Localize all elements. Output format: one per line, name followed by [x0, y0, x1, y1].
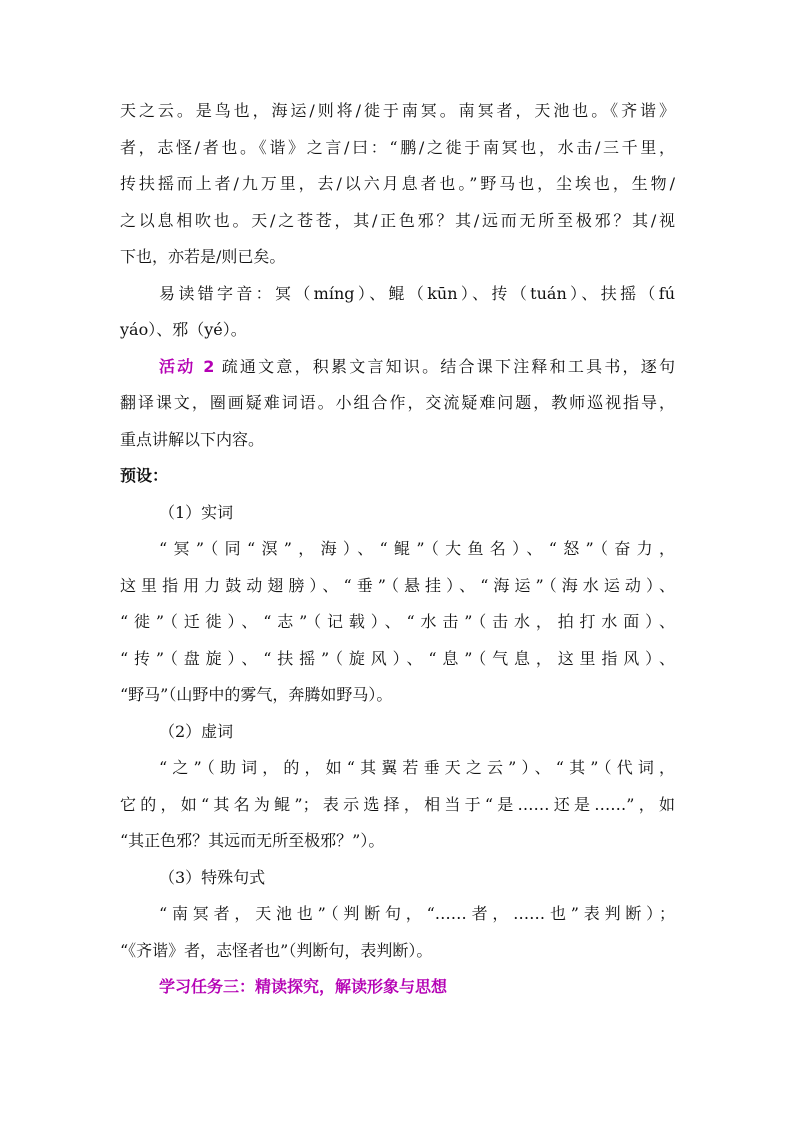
pronunciation-line: yáo）、邪（yé）。 — [120, 320, 247, 339]
special-sentences-section — [120, 860, 675, 970]
section-line: “野马”（山野中的雾气，奔腾如野马）。 — [120, 685, 393, 704]
passage-line: 天之云。是鸟也，海运/则将/徙于南冥。南冥者，天池也。《齐谐》 — [120, 101, 675, 120]
section-line: “南冥者，天池也”（判断句，“……者，……也”表判断）； — [159, 904, 675, 923]
task-3-title: 学习任务三：精读探究，解读形象与思想 — [159, 977, 448, 996]
function-words-section — [120, 714, 675, 860]
passage-line: 者，志怪/者也。《谐》之言/曰：“鹏/之徙于南冥也，水击/三千里， — [120, 137, 675, 157]
activity-text: 疏通文意，积累文言知识。结合课下注释和工具书，逐句 — [221, 356, 675, 376]
passage-line: 抟扶摇而上者/九万里，去/以六月息者也。”野马也，尘埃也，生物/ — [120, 174, 675, 193]
activity-line: 重点讲解以下内容。 — [120, 429, 265, 449]
section-line: “徙”（迁徙）、“志”（记载）、“水击”（击水，拍打水面）、 — [120, 612, 675, 631]
section-line: 它的，如“其名为鲲”；表示选择，相当于“是……还是……”，如 — [120, 794, 675, 814]
passage-line: 之以息相吹也。天/之苍苍，其/正色邪？其/远而无所至极邪？其/视 — [120, 210, 675, 230]
section-line: “冥”（同“溟”，海）、“鲲”（大鱼名）、“怒”（奋力， — [159, 539, 675, 558]
section-line: “《齐谐》者，志怪者也”（判断句，表判断）。 — [120, 940, 433, 960]
section-line: 这里指用力鼓动翅膀）、“垂”（悬挂）、“海运”（海水运动）、 — [120, 575, 675, 595]
section-line: “抟”（盘旋）、“扶摇”（旋风）、“息”（气息，这里指风）、 — [120, 648, 675, 668]
activity-line — [120, 349, 675, 386]
section-line: “其正色邪？其远而无所至极邪？”）。 — [120, 831, 385, 850]
content-words-section — [120, 495, 675, 714]
preset-label: 预设： — [120, 466, 169, 485]
passage-line: 下也，亦若是/则已矣。 — [120, 247, 286, 266]
activity-2 — [120, 349, 675, 459]
document-page — [120, 93, 675, 1006]
pronunciation-note — [120, 276, 675, 349]
section-heading: （1）实词 — [159, 502, 234, 522]
activity-label: 活动 2 — [159, 356, 215, 376]
section-line: “之”（助词，的，如“其翼若垂天之云”）、“其”（代词， — [159, 758, 675, 777]
section-heading: （3）特殊句式 — [159, 867, 266, 887]
activity-line: 翻译课文，圈画疑难词语。小组合作，交流疑难问题，教师巡视指导， — [120, 393, 675, 412]
pronunciation-line: 易读错字音：冥（míng）、鲲（kūn）、抟（tuán）、扶摇（fú — [159, 283, 675, 303]
section-heading: （2）虚词 — [159, 721, 234, 741]
passage — [120, 93, 675, 276]
